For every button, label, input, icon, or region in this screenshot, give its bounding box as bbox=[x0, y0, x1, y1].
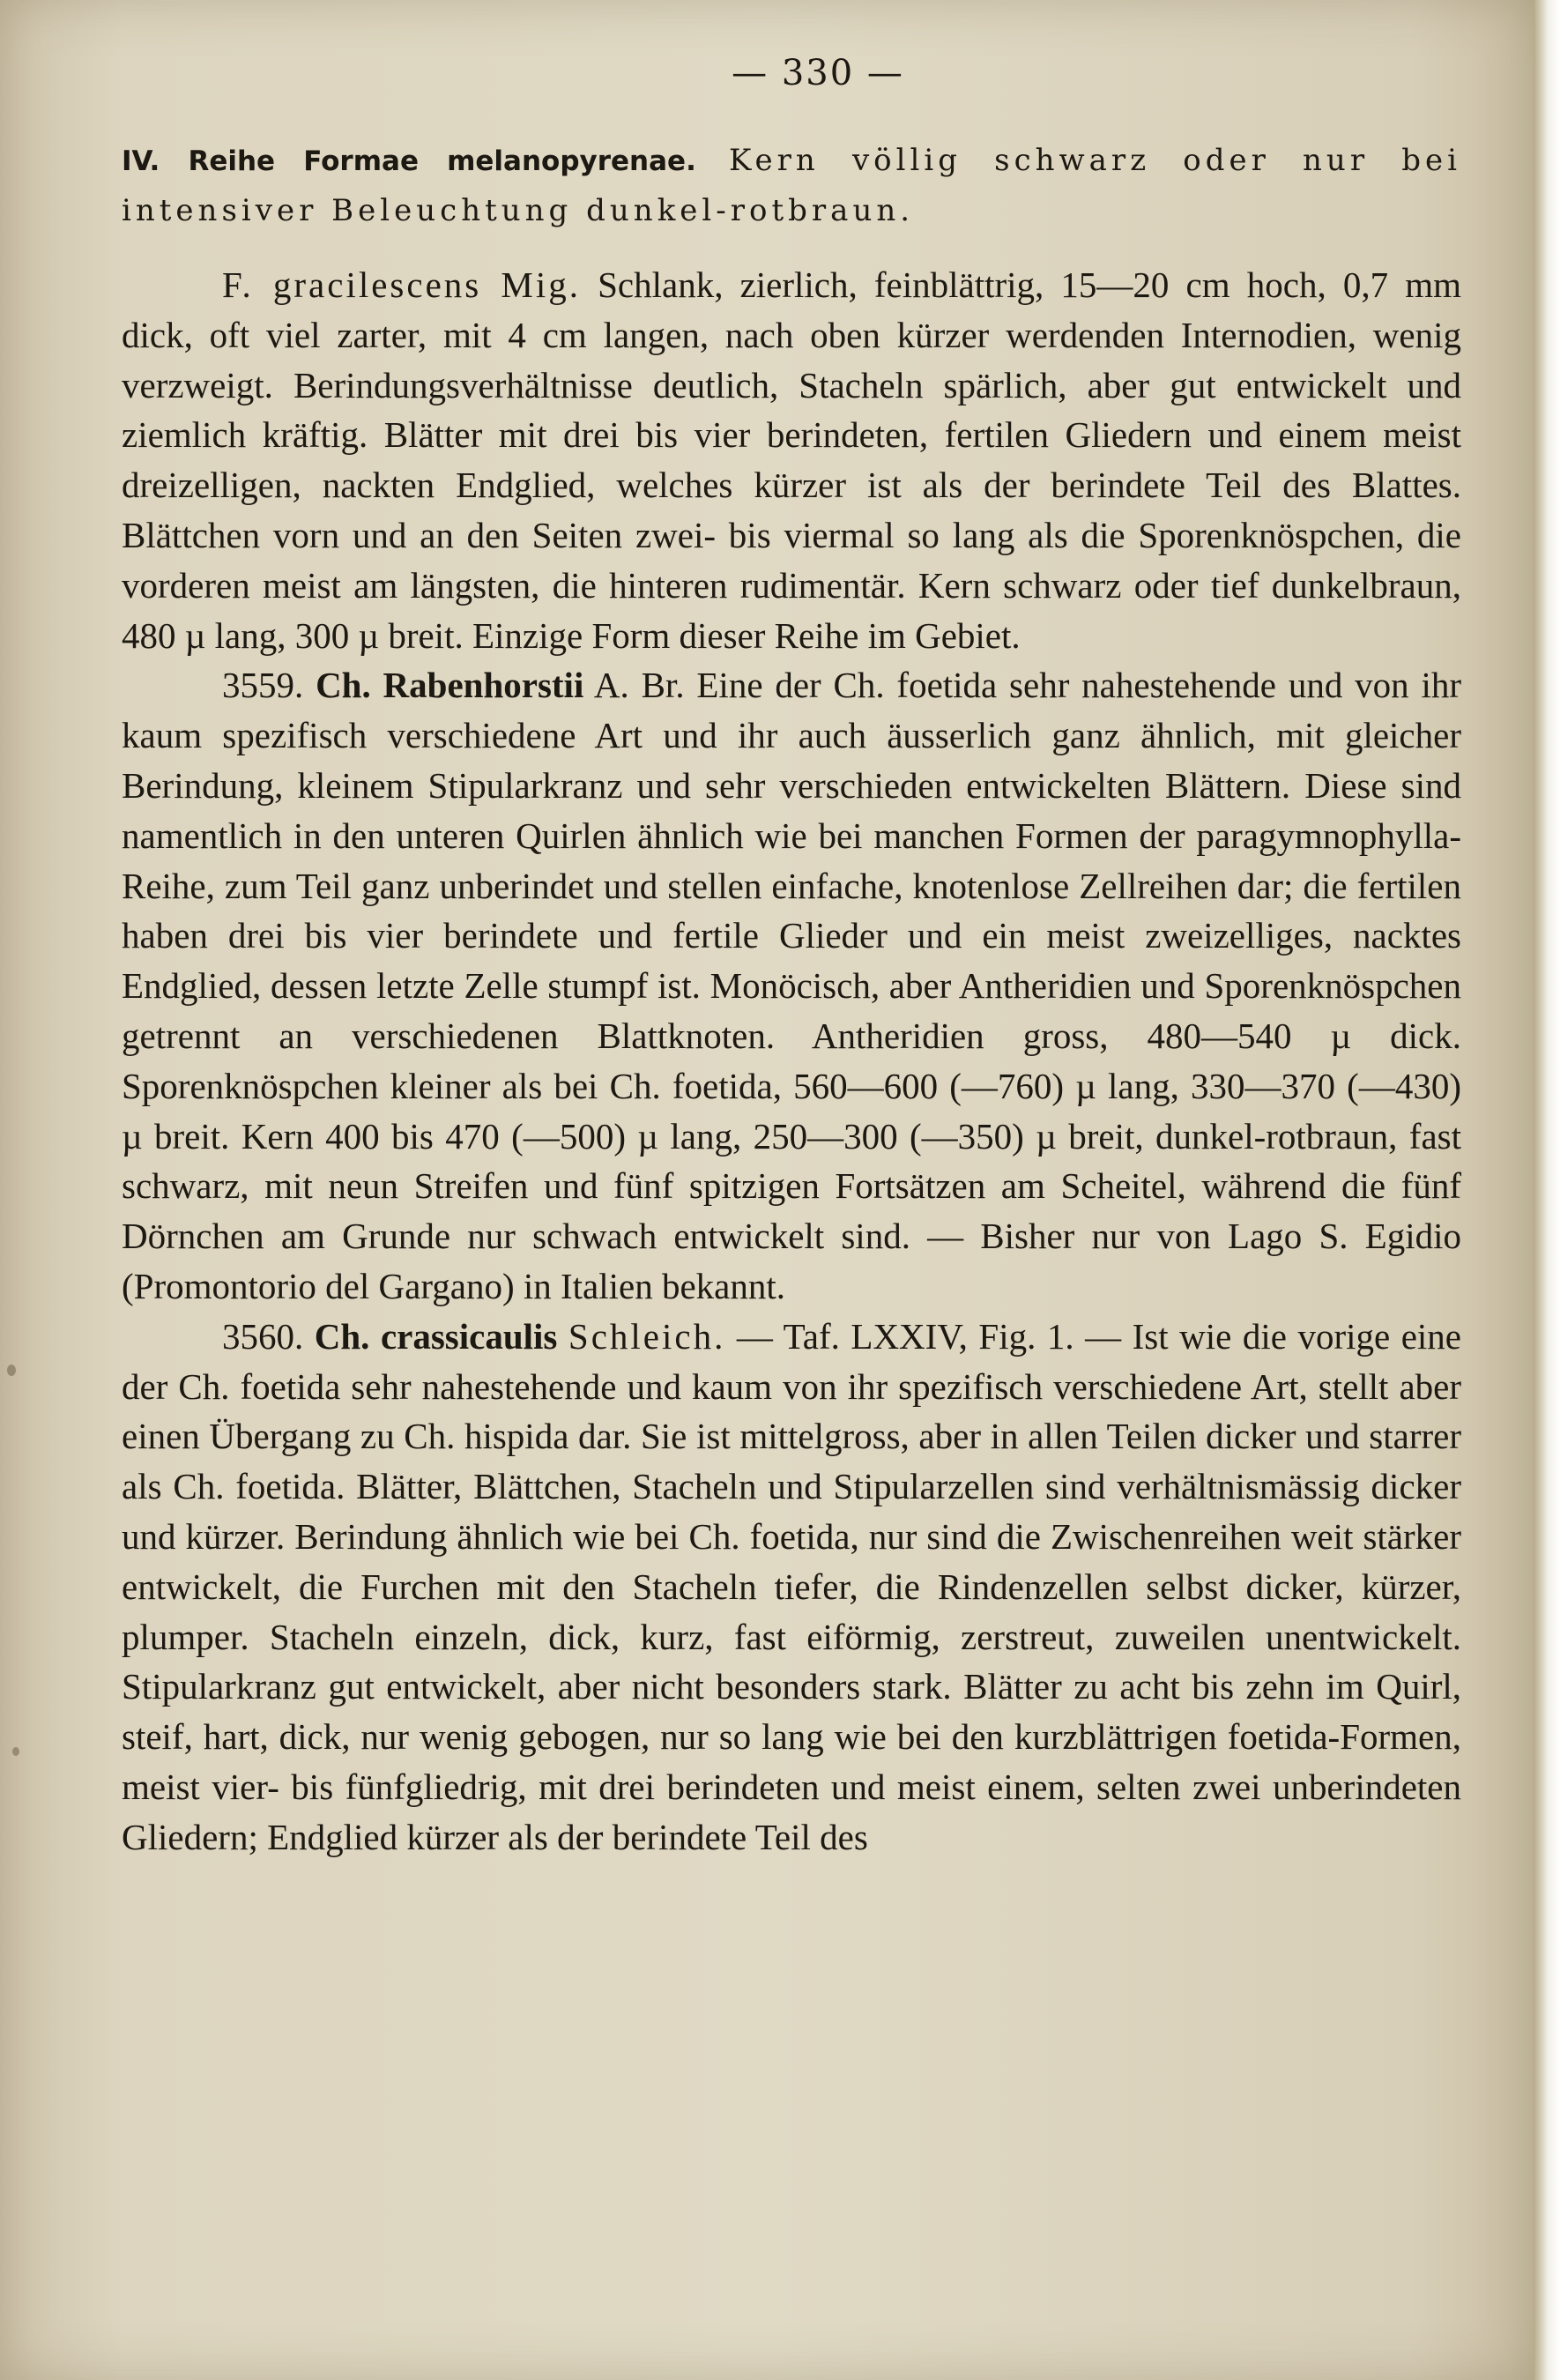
form-description: Schlank, zierlich, feinblättrig, 15—20 cm hoch, 0,7 mm dick, oft viel zarter, mit 4 cm langen, nach oben kürzer werdenden Internodien, wenig verzweigt. Berindungsverhältnisse deutlich, Stacheln spärlich, aber gut entwickelt und ziemlich kräftig. Blätter mit drei bis vier berindeten, fertilen Gliedern und einem meist dreizelligen, nackten Endglied, welches kürzer ist als der berindete Teil des Blattes. Blättchen vorn und an den Seiten zwei- bis viermal so lang als die Sporenknöspchen, die vorderen meist am längsten, die hinteren rudimentär. Kern schwarz oder tief dunkelbraun, 480 µ lang, 300 µ breit. Einzige Form dieser Reihe im Gebiet. bbox=[122, 264, 1462, 656]
paper-speck bbox=[7, 1365, 16, 1376]
page-number: — 330 — bbox=[732, 53, 904, 93]
page-content bbox=[122, 53, 1461, 1863]
form-gracilescens-paragraph bbox=[122, 260, 1461, 660]
species-author: Schleich. bbox=[568, 1315, 726, 1357]
form-name: F. gracilescens Mig. bbox=[222, 264, 581, 305]
species-name: Ch. crassicaulis bbox=[314, 1315, 558, 1357]
species-name: Ch. Rabenhorstii bbox=[316, 665, 584, 706]
series-label: IV. Reihe Formae melanopyrenae. bbox=[122, 145, 696, 177]
paper-speck bbox=[12, 1747, 19, 1756]
page-edge bbox=[1534, 0, 1560, 2380]
species-description: — Taf. LXXIV, Fig. 1. — Ist wie die vorige eine der Ch. foetida sehr nahestehende und kaum von ihr spezifisch verschiedene Art, stellt aber einen Übergang zu Ch. hispida dar. Sie ist mittelgross, aber in allen Teilen dicker und starrer als Ch. foetida. Blätter, Blättchen, Stacheln und Stipularzellen sind verhältnismässig dicker und kürzer. Berindung ähnlich wie bei Ch. foetida, nur sind die Zwischenreihen weit stärker entwickelt, die Furchen mit den Stacheln tiefer, die Rindenzellen selbst dicker, kürzer, plumper. Stacheln einzeln, dick, kurz, fast eiförmig, zerstreut, zuweilen unentwickelt. Stipularkranz gut entwickelt, aber nicht besonders stark. Blätter zu acht bis zehn im Quirl, steif, hart, dick, nur wenig gebogen, nur so lang wie bei den kurzblättrigen foetida-Formen, meist vier- bis fünfgliedrig, mit drei berindeten und meist einem, selten zwei unberindeten Gliedern; Endglied kürzer als der berindete Teil des bbox=[122, 1315, 1461, 1857]
species-3560-paragraph bbox=[122, 1312, 1461, 1863]
species-3559-paragraph bbox=[122, 660, 1461, 1311]
species-description: Eine der Ch. foetida sehr nahestehende und von ihr kaum spezifisch verschiedene Art und ihr auch äusserlich ganz ähnlich, mit gleicher Berindung, kleinem Stipularkranz und sehr verschieden entwickelten Blättern. Diese sind namentlich in den unteren Quirlen ähnlich wie bei manchen Formen der paragymnophylla-Reihe, zum Teil ganz unberindet und stellen einfache, knotenlose Zellreihen dar; die fertilen haben drei bis vier berindete und fertile Glieder und ein meist zweizelliges, nacktes Endglied, dessen letzte Zelle stumpf ist. Monöcisch, aber Antheridien und Sporenknöspchen getrennt an verschiedenen Blattknoten. Antheridien gross, 480—540 µ dick. Sporenknöspchen kleiner als bei Ch. foetida, 560—600 (—760) µ lang, 330—370 (—430) µ breit. Kern 400 bis 470 (—500) µ lang, 250—300 (—350) µ breit, dunkel-rotbraun, fast schwarz, mit neun Streifen und fünf spitzigen Fortsätzen am Scheitel, während die fünf Dörnchen am Grunde nur schwach entwickelt sind. — Bisher nur von Lago S. Egidio (Promontorio del Gargano) in Italien bekannt. bbox=[122, 665, 1461, 1306]
species-number: 3559. bbox=[222, 665, 304, 706]
species-author: A. Br. bbox=[593, 665, 685, 706]
species-number: 3560. bbox=[222, 1315, 304, 1357]
series-description: Kern völlig schwarz oder nur bei intensiver Beleuchtung dunkel-rotbraun. bbox=[122, 143, 1461, 228]
series-heading bbox=[122, 136, 1461, 235]
